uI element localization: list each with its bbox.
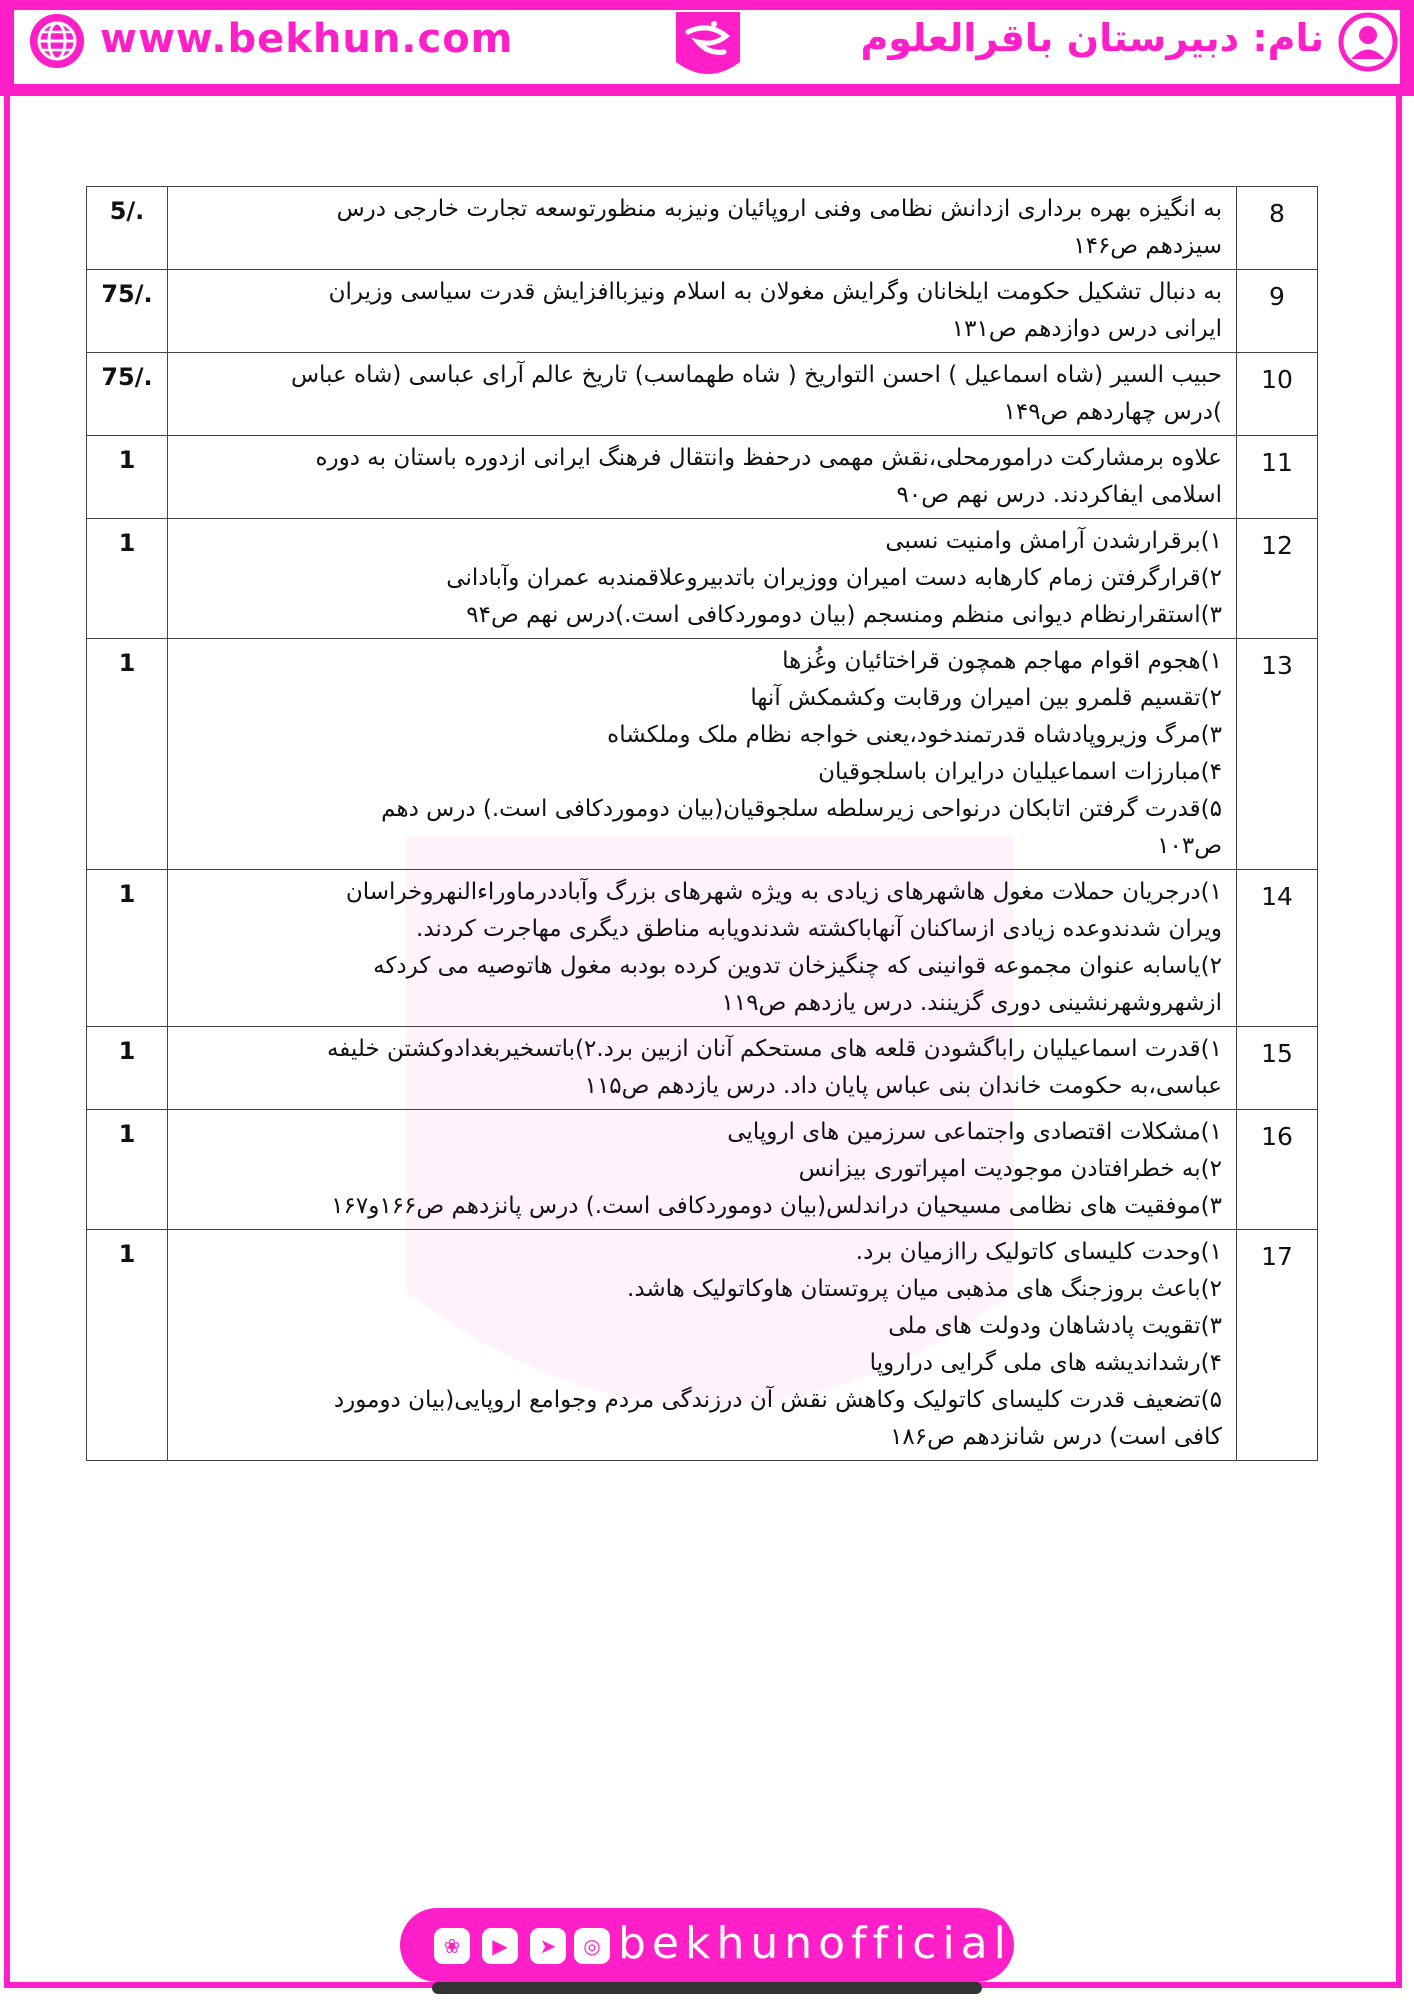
table-row [87, 270, 1318, 353]
answer-line: ۱)برقرارشدن آرامش وامنیت نسبی [885, 528, 1222, 554]
answer-line: حبیب السیر (شاه اسماعیل ) احسن التواریخ ( شاه طهماسب) تاریخ عالم آرای عباسی (شاه عباس [290, 362, 1222, 388]
score: 5/. [87, 187, 168, 270]
school-name: نام: دبیرستان باقرالعلوم [860, 16, 1324, 60]
score: 1 [87, 436, 168, 519]
answer-line: ۱)مشکلات اقتصادی واجتماعی سرزمین های اروپایی [727, 1119, 1222, 1145]
answer-line: به انگیزه بهره برداری ازدانش نظامی وفنی اروپائیان ونیزبه منظورتوسعه تجارت خارجی درس [336, 196, 1222, 222]
question-number: 15 [1237, 1027, 1318, 1110]
answer-line: ۵)قدرت گرفتن اتابکان درنواحی زیرسلطه سلجوقیان(بیان دوموردکافی است.) درس دهم [381, 796, 1222, 822]
site-url[interactable]: www.bekhun.com [100, 16, 514, 62]
answer-line: ازشهروشهرنشینی دوری گزینند. درس یازدهم ص۱۱۹ [721, 990, 1222, 1016]
score: 1 [87, 870, 168, 1027]
answer-line: ۲)به خطرافتادن موجودیت امپراتوری بیزانس [798, 1156, 1222, 1182]
score: 1 [87, 1110, 168, 1230]
answer-line: ۳)موفقیت های نظامی مسیحیان دراندلس(بیان دوموردکافی است.) درس پانزدهم ص۱۶۶و۱۶۷ [331, 1193, 1222, 1219]
answer-line: کافی است) درس شانزدهم ص۱۸۶ [890, 1424, 1222, 1450]
question-number: 11 [1237, 436, 1318, 519]
answer-text [168, 1027, 1237, 1110]
answer-line: ایرانی درس دوازدهم ص۱۳۱ [951, 316, 1222, 342]
question-number: 14 [1237, 870, 1318, 1027]
footer-shadow [432, 1982, 982, 1994]
question-number: 17 [1237, 1230, 1318, 1461]
telegram-icon[interactable]: ➤ [530, 1928, 566, 1964]
answer-line: ۲)قرارگرفتن زمام کارهابه دست امیران ووزیران باتدبیروعلاقمندبه عمران وآبادانی [446, 565, 1222, 591]
answer-line: به دنبال تشکیل حکومت ایلخانان وگرایش مغولان به اسلام ونیزباافزایش قدرت سیاسی وزیران [328, 279, 1222, 305]
header-divider [14, 86, 1400, 92]
score: 75/. [87, 353, 168, 436]
table-row [87, 1027, 1318, 1110]
answer-line: ۱)وحدت کلیسای کاتولیک راازمیان برد. [855, 1239, 1222, 1265]
answer-text [168, 187, 1237, 270]
answer-line: ۳)استقرارنظام دیوانی منظم ومنسجم (بیان دوموردکافی است.)درس نهم ص۹۴ [466, 602, 1222, 628]
answer-line: اسلامی ایفاکردند. درس نهم ص۹۰ [896, 482, 1222, 508]
answer-line: ص۱۰۳ [1157, 833, 1222, 859]
answer-line: ۳)تقویت پادشاهان ودولت های ملی [888, 1313, 1222, 1339]
answer-line: علاوه برمشارکت درامورمحلی،نقش مهمی درحفظ وانتقال فرهنگ ایرانی ازدوره باستان به دوره [315, 445, 1222, 471]
youtube-icon[interactable]: ▶ [482, 1928, 518, 1964]
answer-text [168, 436, 1237, 519]
answer-text [168, 1230, 1237, 1461]
answer-text [168, 270, 1237, 353]
footer-social-bar [400, 1908, 1014, 1982]
answer-line: عباسی،به حکومت خاندان بنی عباس پایان داد. درس یازدهم ص۱۱۵ [584, 1073, 1222, 1099]
table-row [87, 870, 1318, 1027]
answer-text [168, 639, 1237, 870]
globe-icon [30, 14, 84, 68]
social-handle[interactable]: bekhunofficial [618, 1918, 1012, 1969]
film-icon[interactable]: ❀ [434, 1928, 470, 1964]
answer-line: ۲)یاسابه عنوان مجموعه قوانینی که چنگیزخان تدوین کرده بودبه مغول هاتوصیه می کردکه [373, 953, 1222, 979]
answer-line: ۱)درجریان حملات مغول هاشهرهای زیادی به ویژه شهرهای بزرگ وآباددرماوراءالنهروخراسان [345, 879, 1222, 905]
answer-text [168, 1110, 1237, 1230]
score: 1 [87, 1027, 168, 1110]
answer-text [168, 870, 1237, 1027]
table-row [87, 639, 1318, 870]
question-number: 13 [1237, 639, 1318, 870]
question-number: 9 [1237, 270, 1318, 353]
answer-line: ۱)هجوم اقوام مهاجم همچون قراختائیان وغُزها [782, 648, 1222, 674]
score: 1 [87, 1230, 168, 1461]
answer-line: سیزدهم ص۱۴۶ [1073, 233, 1222, 259]
table-row [87, 436, 1318, 519]
answer-line: ۲)باعث بروزجنگ های مذهبی میان پروتستان هاوکاتولیک هاشد. [627, 1276, 1222, 1302]
question-number: 16 [1237, 1110, 1318, 1230]
question-number: 12 [1237, 519, 1318, 639]
answer-line: ۳)مرگ وزیروپادشاه قدرتمندخود،یعنی خواجه نظام ملک وملکشاه [607, 722, 1222, 748]
answer-text [168, 353, 1237, 436]
question-number: 10 [1237, 353, 1318, 436]
table-row [87, 353, 1318, 436]
answer-table [86, 186, 1318, 1461]
answer-text [168, 519, 1237, 639]
answer-line: ۱)قدرت اسماعیلیان راباگشودن قلعه های مستحکم آنان ازبین برد.۲)باتسخیربغدادوکشتن خلیفه [326, 1036, 1222, 1062]
score: 1 [87, 639, 168, 870]
question-number: 8 [1237, 187, 1318, 270]
header-bar [0, 0, 1414, 96]
instagram-icon[interactable]: ◎ [574, 1928, 610, 1964]
answer-line: ۴)رشداندیشه های ملی گرایی دراروپا [869, 1350, 1222, 1376]
table-row [87, 1230, 1318, 1461]
table-row [87, 187, 1318, 270]
score: 1 [87, 519, 168, 639]
table-row [87, 519, 1318, 639]
answer-line: ۴)مبارزات اسماعیلیان درایران باسلجوقیان [818, 759, 1222, 785]
answer-line: ۵)تضعیف قدرت کلیسای کاتولیک وکاهش نقش آن درزندگی مردم وجوامع اروپایی(بیان دومورد [333, 1387, 1222, 1413]
answer-line: ویران شدندوعده زیادی ازساکنان آنهاباکشته شدندویابه مناطق دیگری مهاجرت کردند. [416, 916, 1222, 942]
table-row [87, 1110, 1318, 1230]
answer-line: ۲)تقسیم قلمرو بین امیران ورقابت وکشمکش آنها [750, 685, 1222, 711]
score: 75/. [87, 270, 168, 353]
answer-line: )درس چهاردهم ص۱۴۹ [1003, 399, 1222, 425]
user-icon [1338, 12, 1398, 72]
bekhun-logo-icon [668, 2, 748, 86]
